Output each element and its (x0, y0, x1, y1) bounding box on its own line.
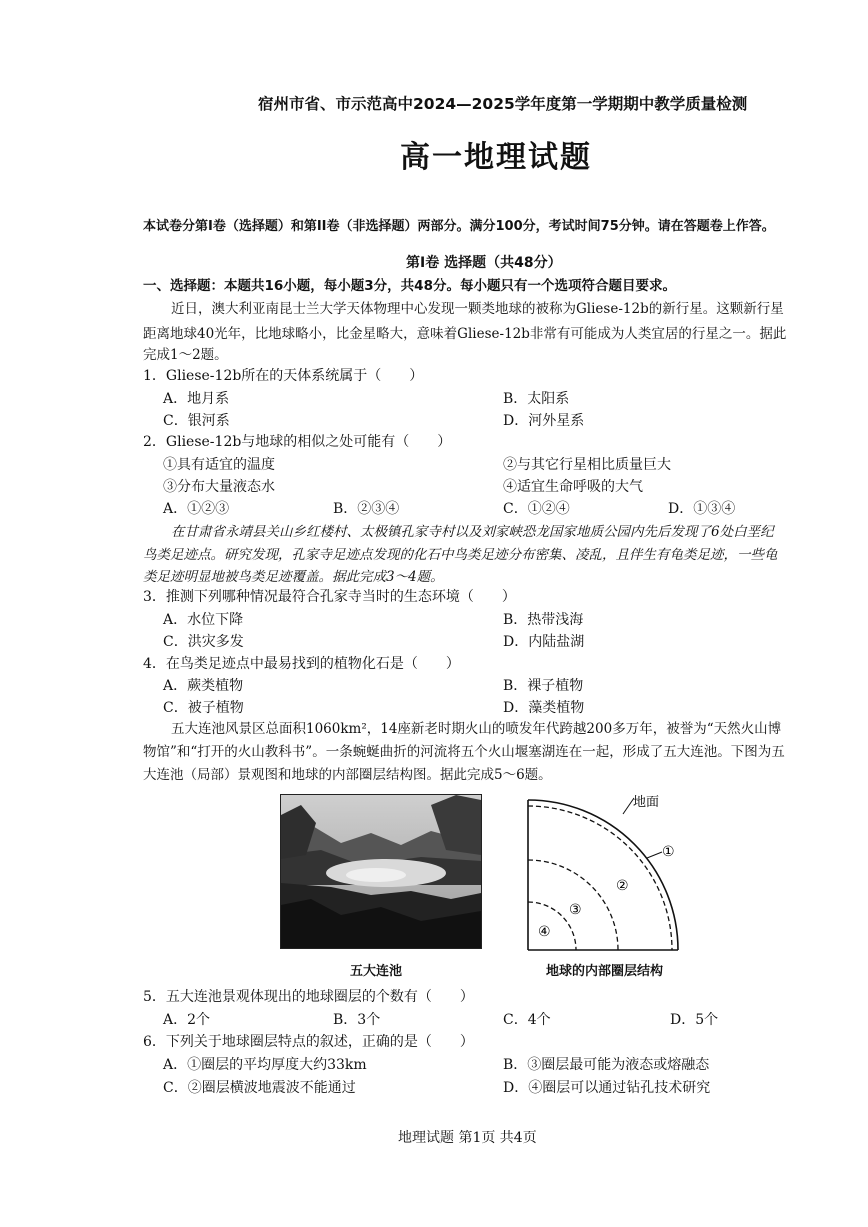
q6-option-d: D．④圈层可以通过钻孔技术研究 (503, 1080, 711, 1096)
q2-option-c: C．①②④ (503, 501, 570, 517)
label-layer-1: ① (662, 844, 675, 860)
label-ground: 地面 (633, 795, 660, 810)
q1-option-d: D．河外星系 (503, 413, 585, 429)
q2-statement-4: ④适宜生命呼吸的大气 (503, 479, 643, 495)
label-layer-3: ③ (569, 902, 582, 918)
q6-stem: 6．下列关于地球圈层特点的叙述，正确的是（ ） (143, 1034, 474, 1050)
exam-header: 宿州市省、市示范高中2024—2025学年度第一学期期中教学质量检测 (258, 95, 748, 113)
q1-option-c: C．银河系 (163, 413, 230, 429)
page-footer: 地理试题 第1页 共4页 (398, 1130, 537, 1146)
q3-option-b: B．热带浅海 (503, 612, 584, 628)
passage1-line1: 近日，澳大利亚南昆士兰大学天体物理中心发现一颗类地球的被称为Gliese-12b的新行星。这颗新行星 (171, 301, 784, 317)
q2-option-d: D．①③④ (668, 501, 736, 517)
label-layer-4: ④ (538, 924, 551, 940)
passage1-line3: 完成1～2题。 (143, 347, 228, 363)
q4-stem: 4．在鸟类足迹点中最易找到的植物化石是（ ） (143, 656, 460, 672)
q3-option-a: A．水位下降 (163, 612, 244, 628)
diagram-caption: 地球的内部圈层结构 (546, 964, 664, 979)
q2-statement-3: ③分布大量液态水 (163, 479, 275, 495)
label-layer-2: ② (616, 878, 629, 894)
q5-option-d: D．5个 (670, 1012, 719, 1028)
section-heading: 第Ⅰ卷 选择题（共48分） (406, 255, 562, 271)
q2-option-b: B．②③④ (333, 501, 400, 517)
q4-option-a: A．蕨类植物 (163, 678, 244, 694)
q2-statement-2: ②与其它行星相比质量巨大 (503, 457, 671, 473)
q3-option-d: D．内陆盐湖 (503, 634, 585, 650)
passage3-line3: 大连池（局部）景观图和地球的内部圈层结构图。据此完成5～6题。 (143, 767, 552, 783)
earth-layers-diagram (512, 790, 702, 960)
q1-option-a: A．地月系 (163, 391, 230, 407)
q6-option-b: B．③圈层最可能为液态或熔融态 (503, 1057, 710, 1073)
q5-option-c: C．4个 (503, 1012, 551, 1028)
q2-option-a: A．①②③ (163, 501, 230, 517)
q6-option-a: A．①圈层的平均厚度大约33km (163, 1057, 367, 1073)
q2-stem: 2．Gliese-12b与地球的相似之处可能有（ ） (143, 434, 452, 450)
q5-option-a: A．2个 (163, 1012, 211, 1028)
q1-stem: 1．Gliese-12b所在的天体系统属于（ ） (143, 368, 424, 384)
photo-caption: 五大连池 (350, 964, 403, 979)
passage2-line3: 类足迹明显地被鸟类足迹覆盖。据此完成3～4题。 (143, 569, 444, 585)
q5-stem: 5．五大连池景观体现出的地球圈层的个数有（ ） (143, 989, 474, 1005)
passage3-line1: 五大连池风景区总面积1060km²，14座新老时期火山的喷发年代跨越200多万年，被誉为“天然火山博 (171, 721, 782, 737)
q4-option-d: D．藻类植物 (503, 700, 585, 716)
q2-statement-1: ①具有适宜的温度 (163, 457, 275, 473)
page-title: 高一地理试题 (400, 140, 592, 175)
passage2-line1: 在甘肃省永靖县关山乡红楼村、太极镇孔家寺村以及刘家峡恐龙国家地质公园内先后发现了6处白垩纪 (171, 524, 774, 540)
passage1-line2: 距离地球40光年，比地球略小，比金星略大，意味着Gliese-12b非常有可能成为人类宜居的行星之一。据此 (143, 326, 787, 342)
exam-intro: 本试卷分第Ⅰ卷（选择题）和第II卷（非选择题）两部分。满分100分，考试时间75分钟。请在答题卷上作答。 (143, 219, 775, 234)
q5-option-b: B．3个 (333, 1012, 381, 1028)
q1-option-b: B．太阳系 (503, 391, 570, 407)
section-instruction: 一、选择题：本题共16小题，每小题3分，共48分。每小题只有一个选项符合题目要求。 (143, 278, 676, 294)
passage2-line2: 鸟类足迹点。研究发现，孔家寺足迹点发现的化石中鸟类足迹分布密集、凌乱，且伴生有龟类足迹，一些龟 (143, 547, 778, 563)
passage3-line2: 物馆”和“打开的火山教科书”。一条蜿蜒曲折的河流将五个火山堰塞湖连在一起，形成了五大连池。下图为五 (143, 744, 785, 760)
wudalianchi-photo (280, 794, 482, 949)
q4-option-b: B．裸子植物 (503, 678, 584, 694)
q4-option-c: C．被子植物 (163, 700, 244, 716)
q3-stem: 3．推测下列哪种情况最符合孔家寺当时的生态环境（ ） (143, 589, 516, 605)
q3-option-c: C．洪灾多发 (163, 634, 244, 650)
q6-option-c: C．②圈层横波地震波不能通过 (163, 1080, 356, 1096)
